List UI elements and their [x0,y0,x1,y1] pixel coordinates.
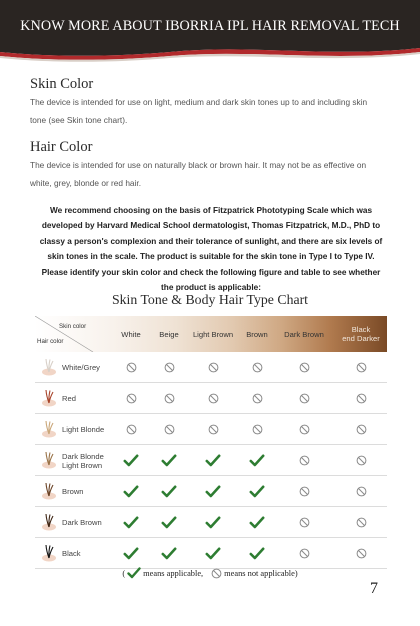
legend-open-paren: ( [122,568,126,578]
legend-not-applicable: means not applicable) [224,568,298,578]
check-icon [249,485,265,498]
not-applicable-icon [299,424,310,435]
not-applicable-icon [126,424,137,435]
recommendation-line-4: skin tones in the scale. The product is suitable for the skin tone in Type I to Type IV. [47,252,375,262]
hair-color-row-label: Black [62,549,81,558]
column-header-dark-brown: Dark Brown [284,329,324,339]
check-icon [123,547,139,560]
table-row [35,445,387,476]
skin-color-text-line-1: The device is intended for use on light, medium and dark skin tones up to and including skin [30,97,368,107]
skin-color-text-line-2: tone (see Skin tone chart). [30,115,128,125]
cell-not-applicable [292,507,316,538]
cell-not-applicable [292,476,316,507]
recommendation-line-5: Please identify your skin color and check the following figure and table to see whether [41,267,381,277]
table-legend [0,567,420,579]
cell-not-applicable [292,445,316,476]
cell-not-applicable [292,414,316,445]
cell-not-applicable [349,476,373,507]
not-applicable-icon [299,486,310,497]
cell-not-applicable [292,352,316,383]
page-title: KNOW MORE ABOUT IBORRIA IPL HAIR REMOVAL TECH [20,18,400,34]
not-applicable-icon [208,393,219,404]
cell-not-applicable [349,352,373,383]
chart-title: Skin Tone & Body Hair Type Chart [111,292,309,307]
cell-not-applicable [157,352,181,383]
hair-color-row-label: Dark Brown [62,518,102,527]
header-banner [0,0,420,68]
not-applicable-icon [356,424,367,435]
not-applicable-icon [211,568,222,579]
skin-color-text [30,93,392,129]
check-icon [161,547,177,560]
skin-color-heading: Skin Color [30,76,94,92]
not-applicable-icon [356,362,367,373]
cell-not-applicable [349,538,373,569]
cell-not-applicable [119,414,143,445]
check-icon [205,516,221,529]
cell-not-applicable [119,383,143,414]
not-applicable-icon [356,455,367,466]
cell-not-applicable [201,352,225,383]
hair-follicle-icon [40,419,58,439]
hair-color-heading: Hair Color [30,139,93,155]
hair-follicle-icon [40,357,58,377]
not-applicable-icon [208,424,219,435]
cell-applicable [157,507,181,538]
column-header-black: Black end Darker [342,325,380,343]
hair-follicle-icon [40,450,58,470]
cell-not-applicable [157,414,181,445]
hair-follicle-icon [40,543,58,563]
cell-applicable [119,476,143,507]
column-header-beige: Beige [159,329,179,339]
table-row [35,507,387,538]
cell-not-applicable [201,414,225,445]
column-header-brown: Brown [246,329,268,339]
recommendation-line-1: We recommend choosing on the basis of Fitzpatrick Phototyping Scale which was [49,206,373,215]
check-icon [161,485,177,498]
column-header-white: White [121,329,141,339]
cell-applicable [119,538,143,569]
cell-not-applicable [245,414,269,445]
recommendation-paragraph [28,203,394,295]
cell-not-applicable [349,414,373,445]
table-row [35,476,387,507]
cell-applicable [201,507,225,538]
cell-not-applicable [157,383,181,414]
not-applicable-icon [356,486,367,497]
header-diagonal-divider [35,316,95,352]
hair-color-row-label: Dark Blonde Light Brown [62,451,104,470]
check-icon [123,516,139,529]
hair-follicle-icon [40,388,58,408]
check-icon [249,516,265,529]
cell-applicable [245,507,269,538]
hair-follicle-icon [40,512,58,532]
cell-not-applicable [119,352,143,383]
table-row [35,414,387,445]
check-icon [249,454,265,467]
legend-applicable: means applicable, [143,568,204,578]
hair-color-row-label: Brown [62,487,84,496]
cell-not-applicable [292,538,316,569]
hair-color-row-label: Light Blonde [62,425,105,434]
cell-applicable [201,445,225,476]
table-row [35,383,387,414]
check-icon [205,547,221,560]
check-icon [123,454,139,467]
cell-applicable [119,507,143,538]
check-icon [127,567,141,579]
hair-follicle-icon [40,481,58,501]
cell-applicable [245,476,269,507]
check-icon [205,485,221,498]
table-header [35,316,387,352]
not-applicable-icon [299,455,310,466]
not-applicable-icon [164,393,175,404]
cell-not-applicable [349,383,373,414]
check-icon [249,547,265,560]
not-applicable-icon [126,362,137,373]
table-row [35,538,387,569]
recommendation-line-6: the product is applicable: [161,283,261,293]
not-applicable-icon [164,362,175,373]
hair-color-row-label: White/Grey [62,363,100,372]
not-applicable-icon [299,517,310,528]
not-applicable-icon [126,393,137,404]
cell-not-applicable [292,383,316,414]
not-applicable-icon [252,362,263,373]
check-icon [205,454,221,467]
cell-applicable [119,445,143,476]
cell-applicable [245,538,269,569]
cell-not-applicable [201,383,225,414]
check-icon [123,485,139,498]
column-header-light-brown: Light Brown [192,329,234,339]
table-row [35,352,387,383]
cell-applicable [157,476,181,507]
cell-not-applicable [349,445,373,476]
cell-applicable [157,538,181,569]
not-applicable-icon [164,424,175,435]
not-applicable-icon [252,424,263,435]
not-applicable-icon [299,393,310,404]
check-icon [161,516,177,529]
cell-applicable [245,445,269,476]
cell-not-applicable [245,352,269,383]
not-applicable-icon [356,393,367,404]
skin-hair-table [35,316,387,569]
hair-color-axis-label: Hair color [37,338,64,345]
not-applicable-icon [356,517,367,528]
hair-color-text [30,156,392,192]
table-body [35,352,387,569]
not-applicable-icon [208,362,219,373]
cell-applicable [201,538,225,569]
not-applicable-icon [299,548,310,559]
page-number: 7 [370,580,378,597]
recommendation-line-3: classy a person's complexion and their tolerance of sunlight, and there are six levels of [39,236,383,246]
not-applicable-icon [356,548,367,559]
check-icon [161,454,177,467]
not-applicable-icon [299,362,310,373]
skin-color-axis-label: Skin color [59,323,87,330]
hair-color-text-line-2: white, grey, blonde or red hair. [30,178,141,188]
cell-applicable [201,476,225,507]
cell-applicable [157,445,181,476]
cell-not-applicable [349,507,373,538]
hair-color-row-label: Red [62,394,76,403]
recommendation-line-2: developed by Harvard Medical School dermatologist, Thomas Fitzpatrick, M.D., PhD to [41,221,381,231]
hair-color-text-line-1: The device is intended for use on naturally black or brown hair. It may not be as effective on [30,160,367,170]
cell-not-applicable [245,383,269,414]
not-applicable-icon [252,393,263,404]
